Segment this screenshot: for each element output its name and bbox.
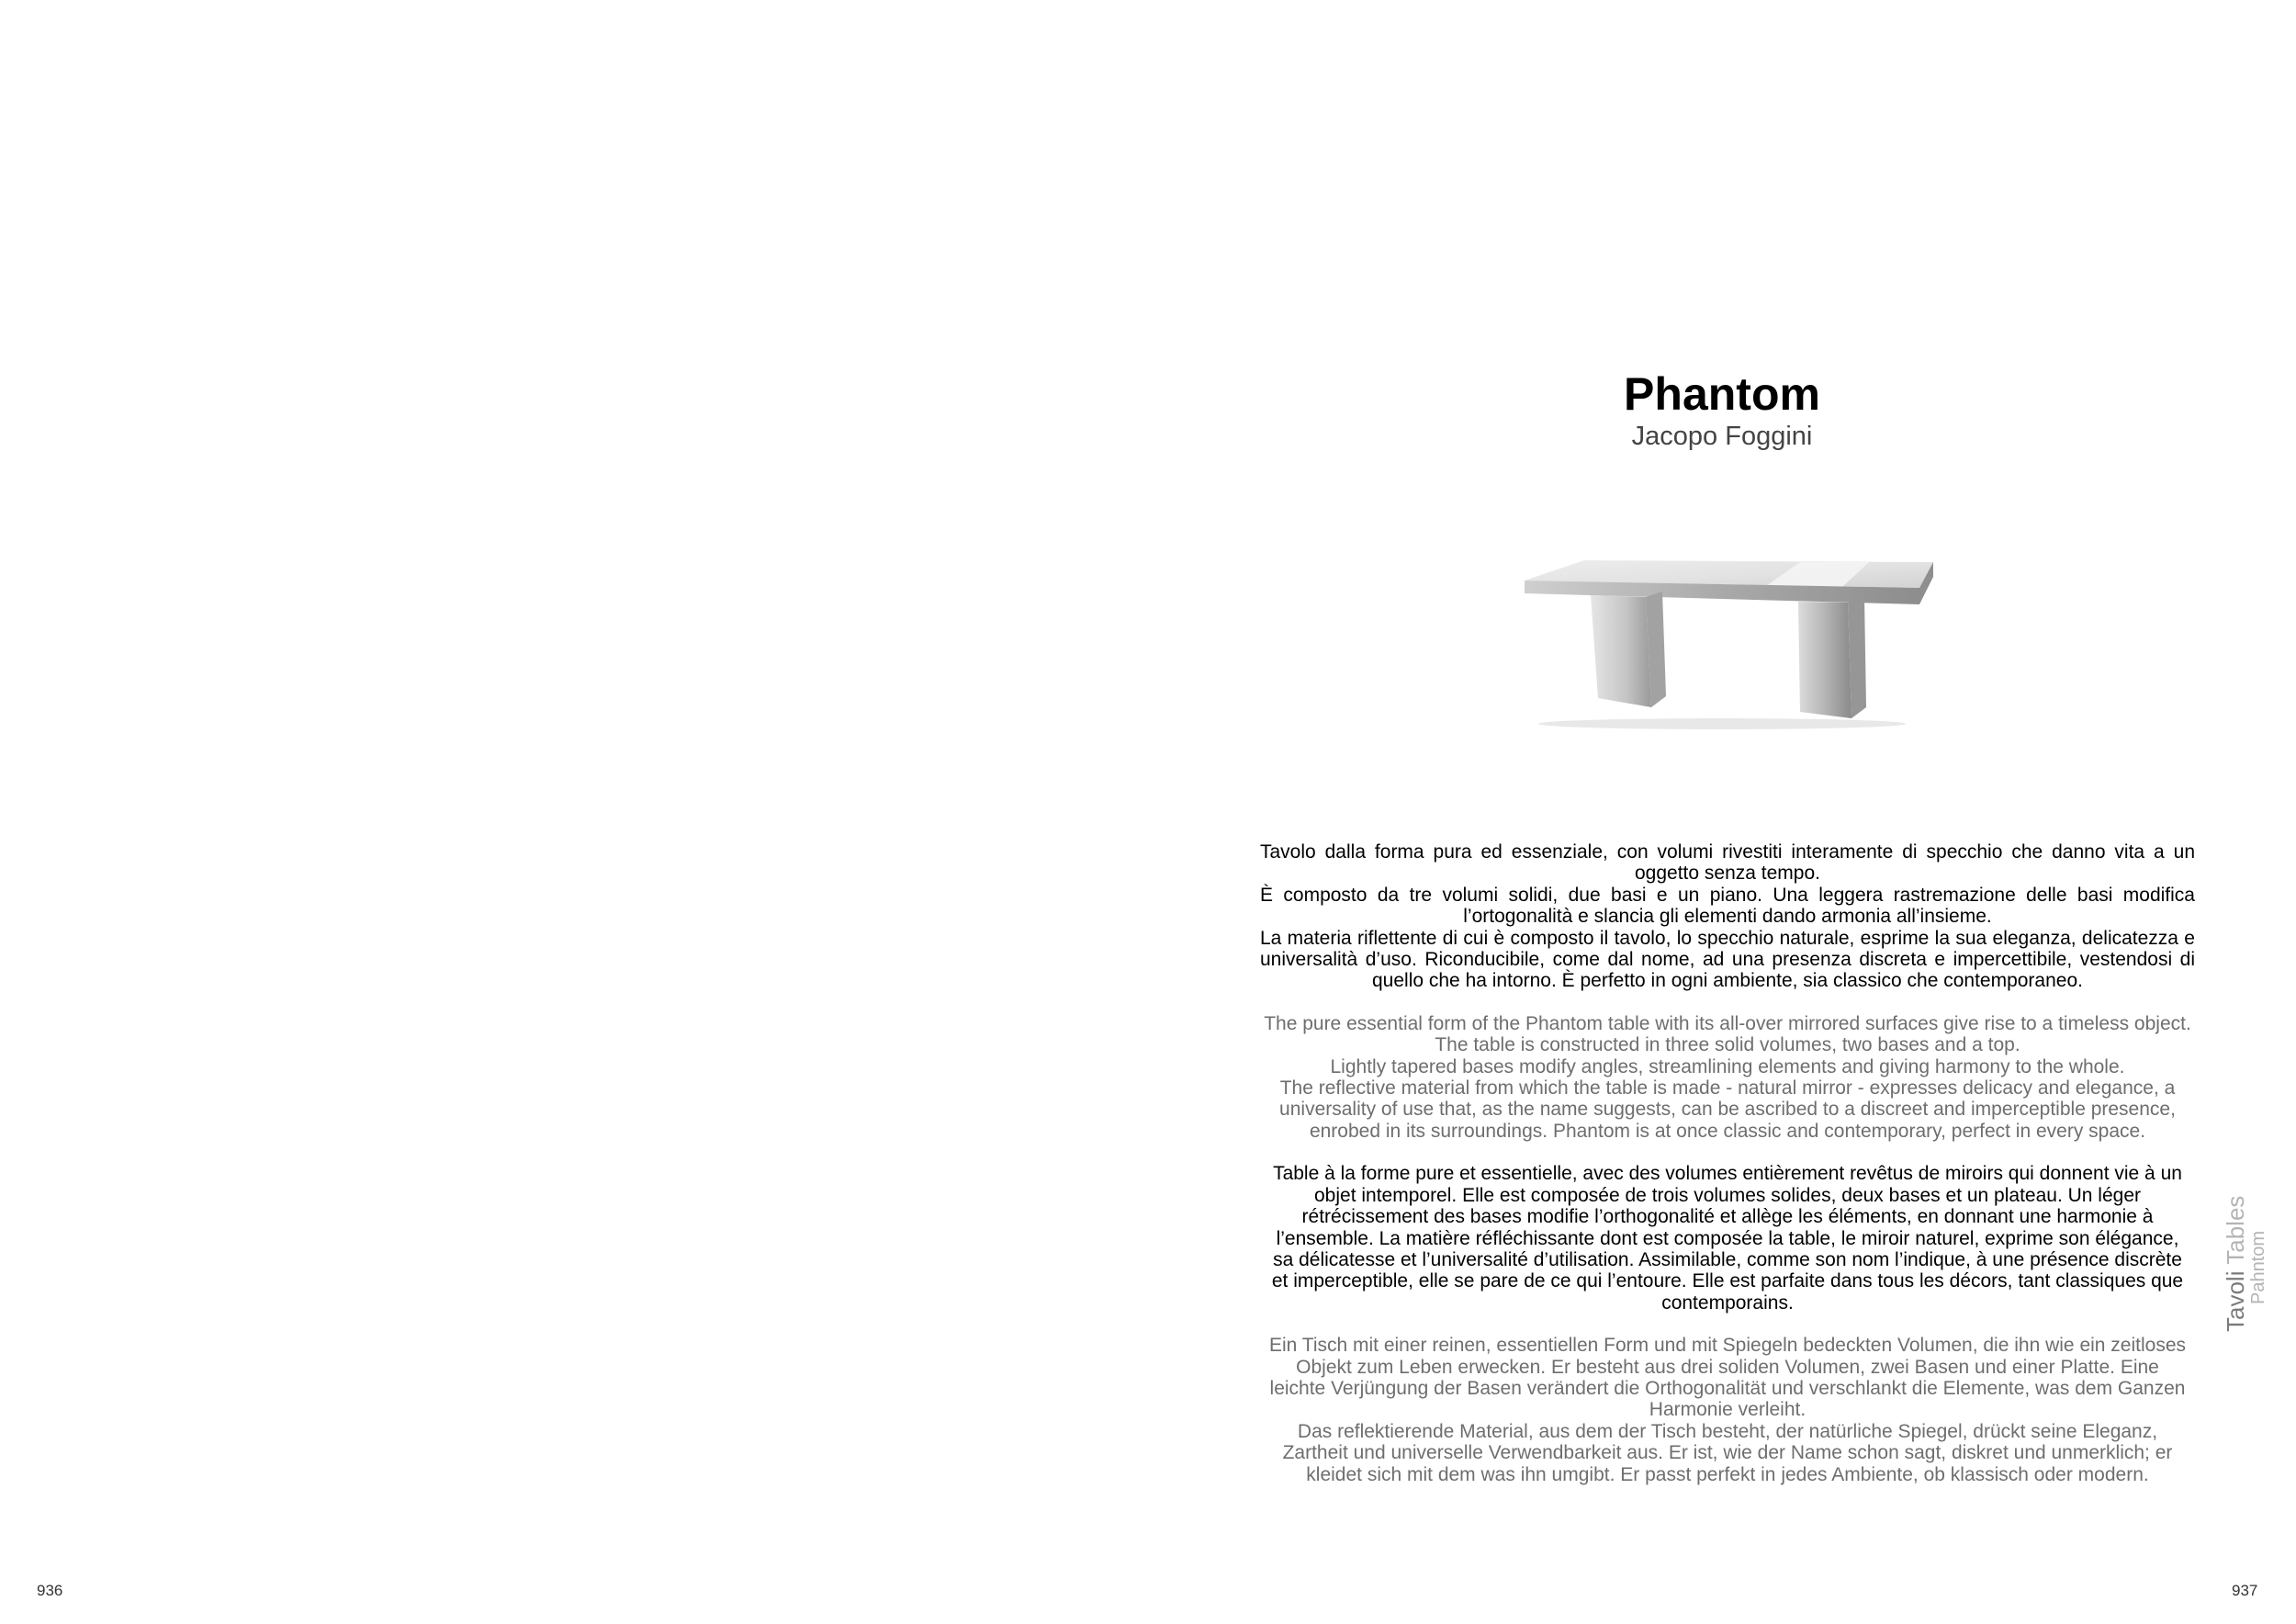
table-leg-right <box>1798 602 1851 718</box>
table-leg-left <box>1591 595 1651 707</box>
side-label-category-it: Tavoli <box>2222 1270 2249 1332</box>
description-italian: Tavolo dalla forma pura ed essenziale, con volumi rivestiti interamente di specchio che danno vita a un oggetto senza tempo. È composto da tre volumi solidi, due basi e un piano. Una leggera rastremazione delle basi modifica l’ortogonalità e slancia gli elementi dando armonia all’insieme. La materia riflettente di cui è composto il tavolo, lo specchio naturale, esprime la sua eleganza, delicatezza e universalità d’uso. Riconducibile, come dal nome, ad una presenza discreta e impercettibile, vestendosi di quello che ha intorno. È perfetto in ogni ambiente, sia classico che contemporaneo. <box>1260 841 2195 992</box>
product-title: Phantom <box>1624 368 1820 420</box>
description-english: The pure essential form of the Phantom table with its all-over mirrored surfaces give rise to a timeless object. The table is constructed in three solid volumes, two bases and a top. Lightly tapered bases modify angles, streamlining elements and giving harmony to the whole. The reflective material from which the table is made - natural mirror - expresses delicacy and elegance, a universality of use that, as the name suggests, can be ascribed to a discreet and imperceptible presence, enrobed in its surroundings. Phantom is at once classic and contemporary, perfect in every space. <box>1264 1012 2191 1142</box>
side-section-label <box>2223 1148 2268 1332</box>
page-number-right: 937 <box>2232 1582 2258 1599</box>
description-german: Ein Tisch mit einer reinen, essentiellen Form und mit Spiegeln bedeckten Volumen, die ihn wie ein zeitloses Objekt zum Leben erwecken. Er besteht aus drei soliden Volumen, zwei Basen und einer Platte. Eine leichte Verjüngung der Basen verändert die Orthogonalität und verschlankt die Elemente, was dem Ganzen Harmonie verleiht. Das reflektierende Material, aus dem der Tisch besteht, der natürliche Spiegel, drückt seine Eleganz, Zartheit und universelle Verwendbarkeit aus. Er ist, wie der Name schon sagt, diskret und unmerklich; er kleidet sich mit dem was ihn umgibt. Er passt perfekt in jedes Ambiente, ob klassisch oder modern. <box>1268 1335 2187 1485</box>
side-label-category <box>2223 1148 2248 1332</box>
side-label-product: Pahntom <box>2248 1230 2268 1304</box>
product-image-table <box>1525 551 1933 735</box>
description-column <box>1260 841 2195 1485</box>
designer-name: Jacopo Foggini <box>1631 422 1813 451</box>
page-number-left: 936 <box>37 1582 63 1599</box>
table-shadow <box>1538 718 1906 729</box>
side-label-category-en: Tables <box>2222 1195 2249 1265</box>
title-block <box>1240 367 2204 452</box>
description-french: Table à la forme pure et essentielle, avec des volumes entièrement revêtus de miroirs qui donnent vie à un objet intemporel. Elle est composée de trois volumes solides, deux bases et un plateau. Un léger rétrécissement des bases modifie l’orthogonalité et allège les éléments, en donnant une harmonie à l’ensemble. La matière réfléchissante dont est composée la table, le miroir naturel, exprime son élégance, sa délicatesse et l’universalité d’utilisation. Assimilable, comme son nom l’indique, à une présence discrète et imperceptible, elle se pare de ce qui l’entoure. Elle est parfaite dans tous les décors, tant classiques que contemporains. <box>1271 1163 2184 1314</box>
